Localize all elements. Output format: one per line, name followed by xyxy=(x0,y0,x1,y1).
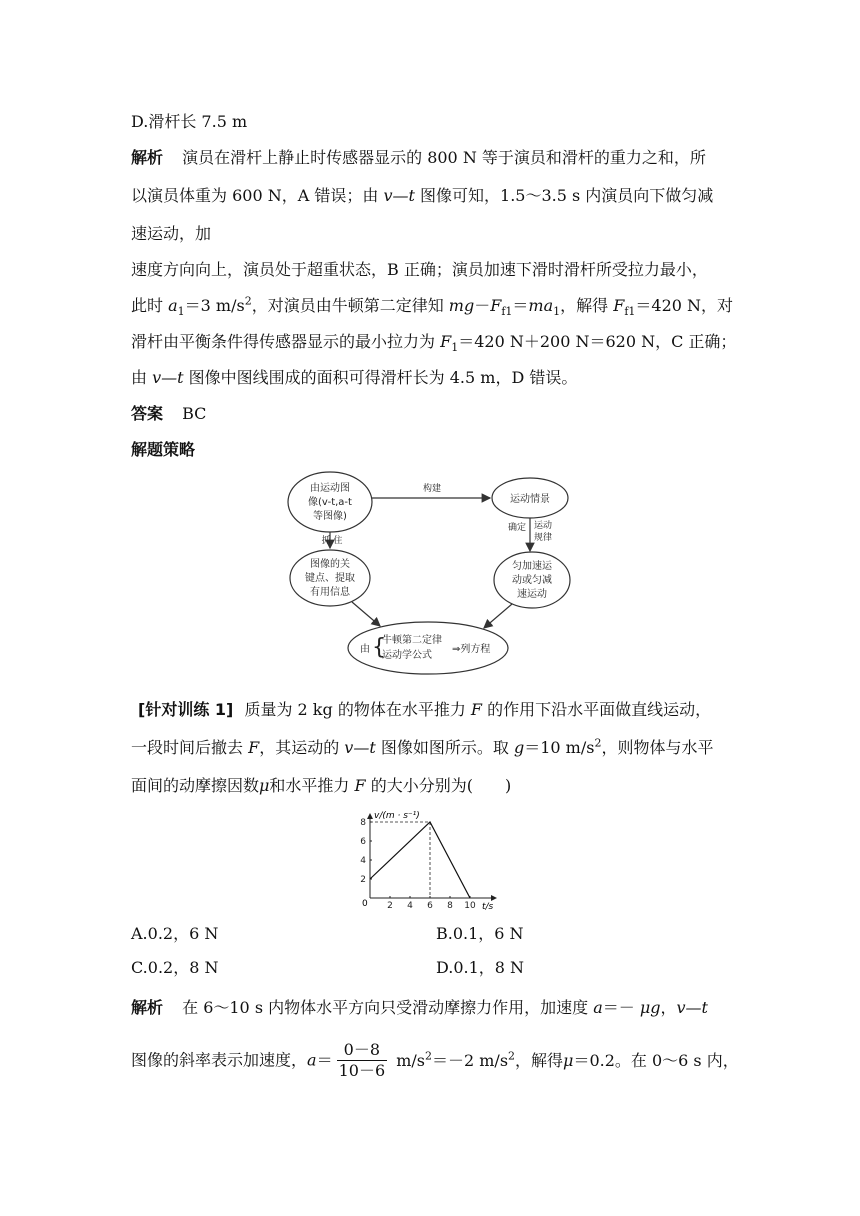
analysis-line-6: 滑杆由平衡条件得传感器显示的最小拉力为 $F_1=420$ N＋200 N＝620 N，C 正确； xyxy=(131,332,737,355)
node-mid-left-l1: 图像的关 xyxy=(310,559,350,570)
vt-chart xyxy=(350,806,510,912)
node-mid-left-l3: 有用信息 xyxy=(310,587,350,598)
practice-line-2: 一段时间后撤去 F，其运动的 v—t 图像如图所示。取 g＝10 $m/s^2$，则物体与水平 xyxy=(131,736,714,757)
analysis-line-7: 由 v—t 图像中图线围成的面积可得滑杆长为 4.5 m，D 错误。 xyxy=(131,368,578,387)
answer-label: 答案 xyxy=(131,404,164,423)
practice-tag: [针对训练 1] xyxy=(138,700,234,719)
edge-determine-label-a: 确定 xyxy=(507,523,526,533)
x-tick-label: 6 xyxy=(427,901,433,911)
node-bottom-brace: { xyxy=(372,635,386,660)
node-top-left-l2: 像(v-t,a-t xyxy=(308,497,352,508)
y-tick-label: 2 xyxy=(360,875,366,885)
x-tick-label: 2 xyxy=(387,901,393,911)
option-d-line: D.滑杆长 7.5 m xyxy=(131,112,248,131)
analysis-line-5: 此时 $a_1=3$ $m/s^2$，对演员由牛顿第二定律知 $mg-F_{f1}=ma_1$，解得 $F_{f1}=420$ N，对 xyxy=(131,294,734,319)
edge-determine-label-b2: 规律 xyxy=(534,533,553,543)
strategy-diagram xyxy=(280,470,580,680)
node-top-left-l1: 由运动图 xyxy=(310,483,350,494)
edge-left-to-bottom xyxy=(352,602,380,626)
slope-fraction: $\frac{0-8}{10-6}$ xyxy=(338,1040,386,1080)
node-bottom-suffix: ⇒列方程 xyxy=(452,644,491,655)
analysis2-line-1: 解析 在 6～10 s 内物体水平方向只受滑动摩擦力作用，加速度 a＝－ μg，v—t xyxy=(131,998,708,1017)
analysis2-line-2: 图像的斜率表示加速度，a＝ $\frac{0-8}{10-6}$ $m/s^2=-2$ $m/s^2$，解得μ＝0.2。在 0～6 s 内， xyxy=(131,1040,739,1080)
y-tick-label: 8 xyxy=(360,818,366,828)
node-bottom-item-1: 牛顿第二定律 xyxy=(382,635,442,646)
x-tick-label: 8 xyxy=(447,901,453,911)
strategy-label: 解题策略 xyxy=(131,440,196,459)
edge-grasp-label: 抓 住 xyxy=(321,536,343,546)
edge-determine-label-b1: 运动 xyxy=(534,521,553,531)
edge-right-to-bottom xyxy=(484,604,512,628)
node-top-right-text: 运动情景 xyxy=(510,494,550,505)
option-a: A.0.2，6 N xyxy=(131,924,219,943)
analysis-line-1: 解析 演员在滑杆上静止时传感器显示的 800 N 等于演员和滑杆的重力之和，所 xyxy=(131,148,706,167)
y-tick-label: 6 xyxy=(360,837,366,847)
x-tick-label: 10 xyxy=(464,901,476,911)
analysis-line-2: 以演员体重为 600 N，A 错误；由 v—t 图像可知，1.5～3.5 s 内演员向下做匀减 xyxy=(131,186,714,205)
node-mid-right-l3: 速运动 xyxy=(517,589,547,600)
analysis2-label: 解析 xyxy=(131,998,164,1017)
node-mid-right-l2: 动或匀减 xyxy=(512,575,552,586)
x-tick-label: 4 xyxy=(407,901,413,911)
analysis-line-3: 速运动，加 xyxy=(131,224,212,243)
practice-line-1: [针对训练 1] 质量为 2 kg 的物体在水平推力 F 的作用下沿水平面做直线运动， xyxy=(138,700,712,719)
edge-build-label: 构建 xyxy=(422,484,442,494)
node-mid-left-l2: 键点、提取 xyxy=(305,573,355,584)
node-bottom-prefix: 由 xyxy=(360,644,370,655)
analysis-line-4: 速度方向向上，演员处于超重状态，B 正确；演员加速下滑时滑杆所受拉力最小， xyxy=(131,260,708,279)
origin-label: 0 xyxy=(362,899,368,909)
node-mid-right-l1: 匀加速运 xyxy=(512,561,552,572)
answer-value: BC xyxy=(182,404,207,423)
analysis-label: 解析 xyxy=(131,148,164,167)
answer-line xyxy=(131,404,206,424)
option-c: C.0.2，8 N xyxy=(131,958,219,977)
node-bottom-item-2: 运动学公式 xyxy=(382,650,432,661)
option-b: B.0.1，6 N xyxy=(436,924,524,943)
y-tick-label: 4 xyxy=(360,856,366,866)
node-top-left-l3: 等图像) xyxy=(313,511,347,522)
x-axis-label: t/s xyxy=(482,902,494,912)
vt-series-line xyxy=(370,822,470,898)
y-axis-label: v/(m · s⁻¹) xyxy=(374,811,420,821)
practice-line-3: 面间的动摩擦因数μ和水平推力 F 的大小分别为( ) xyxy=(131,776,512,795)
option-d: D.0.1，8 N xyxy=(436,958,525,977)
